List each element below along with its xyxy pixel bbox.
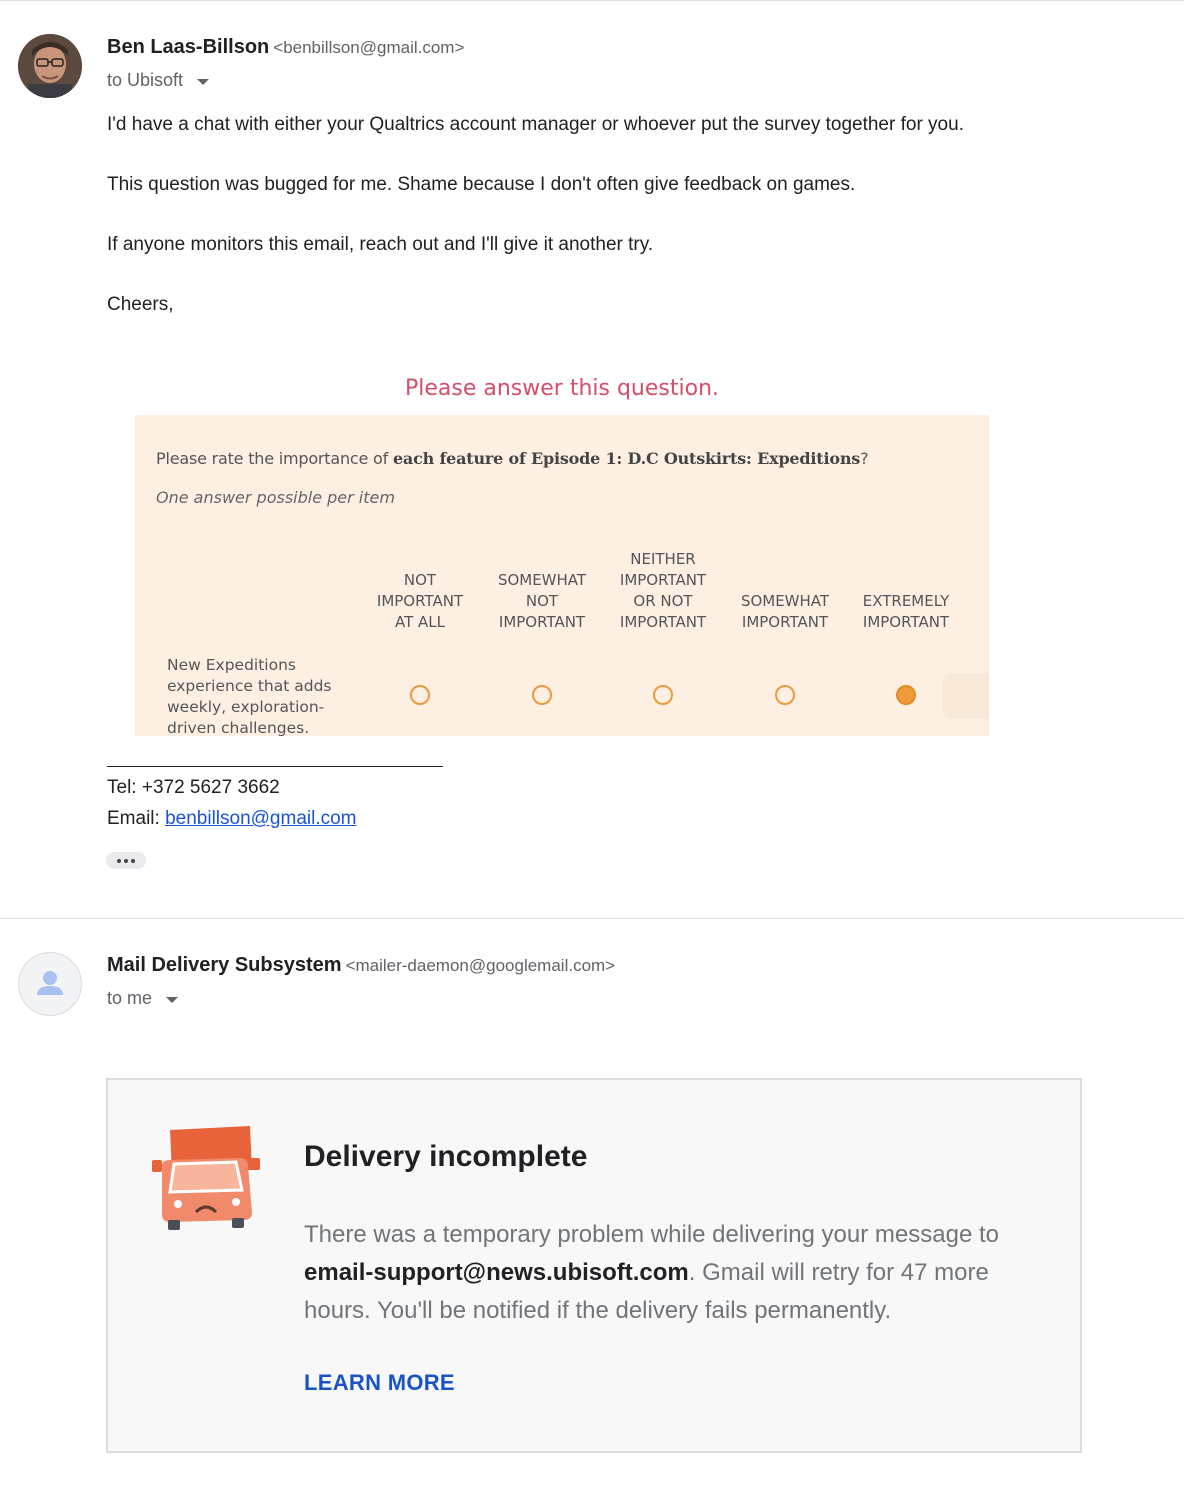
sender-name[interactable]: Mail Delivery Subsystem bbox=[107, 954, 342, 976]
scale-header-line: IMPORTANT bbox=[376, 592, 464, 610]
signature-email-label: Email: bbox=[107, 808, 166, 829]
survey-question bbox=[156, 449, 868, 468]
card-message bbox=[304, 1216, 1044, 1330]
chevron-down-icon[interactable] bbox=[197, 79, 209, 85]
scale-header-line: NOT bbox=[525, 592, 559, 610]
card-text-after: . Gmail will retry for 47 more hours. You'll be notified if the delivery fails permanently. bbox=[304, 1259, 989, 1324]
sender-line bbox=[107, 36, 464, 59]
survey-row-label: New Expeditions experience that adds weekly, exploration-driven challenges. bbox=[167, 656, 332, 736]
scale-header-line: IMPORTANT bbox=[619, 613, 707, 631]
radio-option[interactable] bbox=[775, 685, 795, 705]
body-paragraph: This question was bugged for me. Shame because I don't often give feedback on games. bbox=[107, 174, 856, 195]
scale-header-line: OR NOT bbox=[633, 592, 693, 610]
avatar-photo-icon bbox=[18, 34, 82, 98]
radio-option[interactable] bbox=[410, 685, 430, 705]
radio-option[interactable] bbox=[653, 685, 673, 705]
question-prefix: Please rate the importance of bbox=[156, 449, 393, 468]
dot bbox=[124, 859, 128, 863]
signature-rule bbox=[107, 766, 443, 767]
scale-header bbox=[487, 549, 597, 633]
top-divider bbox=[0, 0, 1184, 1]
survey-instruction: One answer possible per item bbox=[156, 488, 395, 507]
sender-avatar[interactable] bbox=[18, 34, 82, 98]
delivery-status-card bbox=[106, 1078, 1082, 1453]
question-bold: each feature of Episode 1: D.C Outskirts: Expeditions bbox=[392, 449, 861, 468]
chevron-down-icon[interactable] bbox=[166, 997, 178, 1003]
question-suffix: ? bbox=[860, 449, 869, 468]
dot bbox=[117, 859, 121, 863]
sad-truck-icon bbox=[148, 1120, 264, 1236]
scale-header bbox=[730, 549, 840, 633]
card-text-before: There was a temporary problem while delivering your message to bbox=[304, 1221, 999, 1248]
show-trimmed-content-button[interactable] bbox=[106, 852, 146, 869]
recipients-toggle[interactable] bbox=[107, 988, 178, 1009]
card-recipient: email-support@news.ubisoft.com bbox=[304, 1259, 689, 1286]
signature-email bbox=[107, 808, 357, 830]
body-paragraph: Cheers, bbox=[107, 294, 174, 315]
scale-header-line: EXTREMELY bbox=[862, 592, 950, 610]
scale-header-line: NOT bbox=[403, 571, 437, 589]
person-icon bbox=[19, 953, 81, 1015]
sender-avatar[interactable] bbox=[18, 952, 82, 1016]
recipients-label: to Ubisoft bbox=[107, 70, 184, 90]
sender-email: <mailer-daemon@googlemail.com> bbox=[345, 956, 616, 975]
sender-line bbox=[107, 954, 615, 977]
body-paragraph: If anyone monitors this email, reach out and I'll give it another try. bbox=[107, 234, 654, 255]
message-divider bbox=[0, 918, 1184, 919]
scale-header bbox=[608, 549, 718, 633]
scale-header-line: AT ALL bbox=[394, 613, 445, 631]
scale-header-line: IMPORTANT bbox=[498, 613, 586, 631]
sender-name[interactable]: Ben Laas-Billson bbox=[107, 36, 270, 58]
body-paragraph: I'd have a chat with either your Qualtrics account manager or whoever put the survey together for you. bbox=[107, 114, 964, 135]
recipients-label: to me bbox=[107, 988, 153, 1008]
scale-header-line: SOMEWHAT bbox=[497, 571, 587, 589]
scale-header-line: NEITHER bbox=[630, 550, 696, 568]
survey-screenshot bbox=[135, 415, 989, 736]
scale-header-line: SOMEWHAT bbox=[740, 592, 830, 610]
learn-more-link[interactable]: LEARN MORE bbox=[304, 1370, 455, 1395]
scale-header bbox=[851, 549, 961, 633]
survey-warning: Please answer this question. bbox=[404, 376, 719, 401]
dot bbox=[131, 859, 135, 863]
scale-header-line: IMPORTANT bbox=[619, 571, 707, 589]
radio-option[interactable] bbox=[532, 685, 552, 705]
recipients-toggle[interactable] bbox=[107, 70, 209, 91]
scale-header bbox=[365, 549, 475, 633]
scale-header-line: IMPORTANT bbox=[741, 613, 829, 631]
radio-option[interactable] bbox=[896, 685, 916, 705]
signature-email-link[interactable]: benbillson@gmail.com bbox=[165, 808, 357, 829]
sender-email: <benbillson@gmail.com> bbox=[273, 38, 465, 57]
scale-header-line: IMPORTANT bbox=[862, 613, 950, 631]
signature-tel: Tel: +372 5627 3662 bbox=[107, 777, 280, 798]
card-title: Delivery incomplete bbox=[304, 1140, 588, 1173]
survey-scroll-fade bbox=[943, 673, 989, 719]
